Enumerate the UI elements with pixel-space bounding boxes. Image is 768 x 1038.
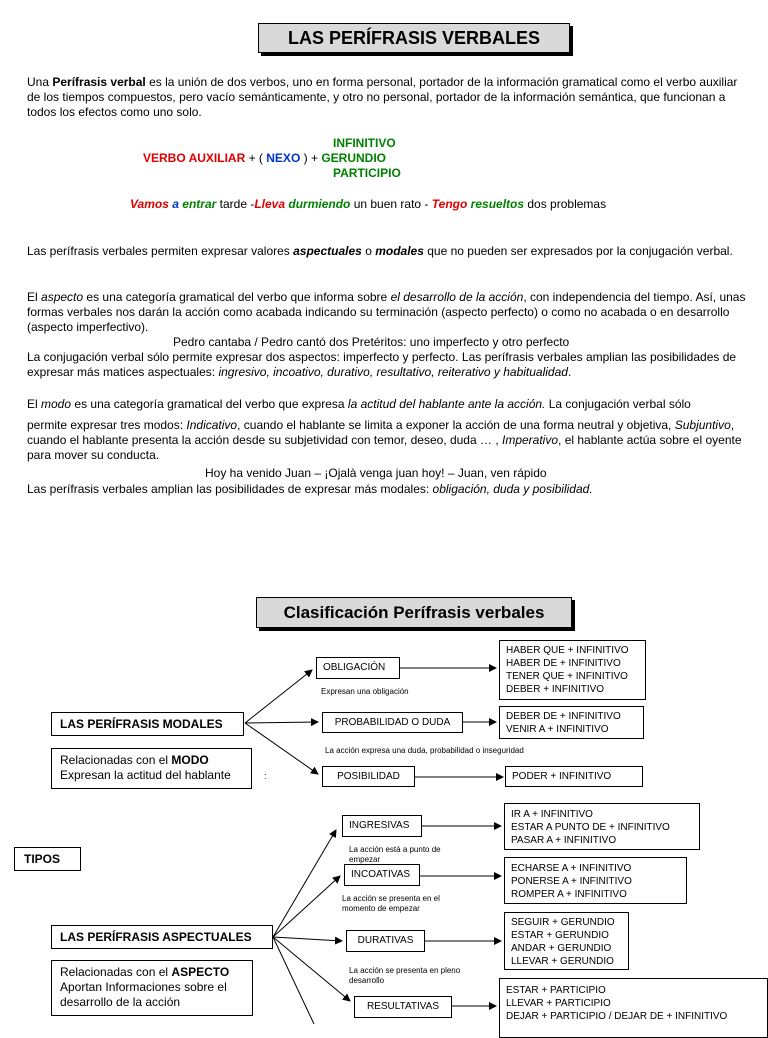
- ingresivas-box: INGRESIVAS: [342, 815, 422, 837]
- ingresivas-note: La acción está a punto de empezar: [349, 845, 441, 864]
- modo-paragraph-2: permite expresar tres modos: Indicativo, cuando el hablante se limita a exponer la acción de una forma neutral y objetiva, Subjuntivo, cuando el hablante presenta la acción desde su subjetividad con temor, deseo, duda … , Imperativo, el hablante actúa sobre el oyente para mover su conducta.: [27, 418, 742, 462]
- modo-example: Hoy ha venido Juan – ¡Ojalà venga juan hoy! – Juan, ven rápido: [205, 466, 547, 480]
- formula-nexo: NEXO: [266, 151, 301, 165]
- aspectuales-desc-box: Relacionadas con el ASPECTO Aportan Informaciones sobre el desarrollo de la acción: [51, 960, 253, 1016]
- page-title: LAS PERÍFRASIS VERBALES: [258, 23, 570, 53]
- durativas-box: DURATIVAS: [346, 930, 425, 952]
- formula-gerundio: GERUNDIO: [321, 151, 386, 165]
- diagram-title: Clasificación Perífrasis verbales: [256, 597, 572, 628]
- formula-participio: PARTICIPIO: [333, 166, 401, 180]
- aspecto-paragraph: El aspecto es una categoría gramatical del verbo que informa sobre el desarrollo de la acción, con independencia del tiempo. Así, unas formas verbales nos darán la acción como acabada indicando su terminación (aspecto perfecto) o como no acabada o en desarrollo (aspecto imperfectivo).: [27, 290, 746, 334]
- aspecto-example: Pedro cantaba / Pedro cantó dos Pretéritos: uno imperfecto y otro perfecto: [173, 335, 570, 349]
- aspecto-paragraph-2: La conjugación verbal sólo permite expresar dos aspectos: imperfecto y perfecto. Las perífrasis verbales amplian las posibilidades de expresar más matices aspectuales: ingresivo, incoativo, durativo, resultativo, reiterativo y habitualidad.: [27, 350, 737, 379]
- probabilidad-note: La acción expresa una duda, probabilidad o inseguridad: [325, 746, 524, 755]
- posibilidad-forms: PODER + INFINITIVO: [505, 766, 643, 787]
- resultativas-forms: ESTAR + PARTICIPIO LLEVAR + PARTICIPIO DEJAR + PARTICIPIO / DEJAR DE + INFINITIVO: [499, 978, 768, 1038]
- example-sentence: Vamos a entrar tarde -Lleva durmiendo un buen rato - Tengo resueltos dos problemas: [130, 197, 607, 211]
- obligacion-note: Expresan una obligación: [321, 687, 409, 696]
- obligacion-forms: HABER QUE + INFINITIVO HABER DE + INFINITIVO TENER QUE + INFINITIVO DEBER + INFINITIVO: [499, 640, 646, 700]
- incoativas-note: La acción se presenta en el momento de empezar: [342, 894, 440, 913]
- modales-box: LAS PERÍFRASIS MODALES: [51, 712, 244, 736]
- values-paragraph: Las perífrasis verbales permiten expresar valores aspectuales o modales que no pueden ser expresados por la conjugación verbal.: [27, 244, 733, 258]
- obligacion-box: OBLIGACIÓN: [316, 657, 400, 679]
- modales-desc-box: Relacionadas con el MODO Expresan la actitud del hablante: [51, 748, 252, 789]
- tipos-box: TIPOS: [14, 847, 81, 871]
- ingresivas-forms: IR A + INFINITIVO ESTAR A PUNTO DE + INFINITIVO PASAR A + INFINITIVO: [504, 803, 700, 850]
- modo-paragraph-3: Las perífrasis verbales amplian las posibilidades de expresar más modales: obligación, duda y posibilidad.: [27, 482, 593, 496]
- modales-colon: :: [264, 771, 267, 781]
- durativas-forms: SEGUIR + GERUNDIO ESTAR + GERUNDIO ANDAR + GERUNDIO LLEVAR + GERUNDIO: [504, 912, 629, 970]
- formula-auxiliar: VERBO AUXILIAR: [143, 151, 246, 165]
- posibilidad-box: POSIBILIDAD: [322, 766, 415, 787]
- incoativas-box: INCOATIVAS: [344, 864, 420, 886]
- modo-paragraph: El modo es una categoría gramatical del verbo que expresa la actitud del hablante ante la acción. La conjugación verbal sólo: [27, 397, 691, 411]
- resultativas-box: RESULTATIVAS: [354, 996, 452, 1018]
- probabilidad-box: PROBABILIDAD O DUDA: [322, 712, 463, 733]
- probabilidad-forms: DEBER DE + INFINITIVO VENIR A + INFINITIVO: [499, 706, 644, 739]
- durativas-note: La acción se presenta en pleno desarrollo: [349, 966, 461, 985]
- aspectuales-box: LAS PERÍFRASIS ASPECTUALES: [51, 925, 273, 949]
- incoativas-forms: ECHARSE A + INFINITIVO PONERSE A + INFINITIVO ROMPER A + INFINITIVO: [504, 857, 687, 904]
- intro-paragraph: Una Perífrasis verbal es la unión de dos verbos, uno en forma personal, portador de la información gramatical como el verbo auxiliar de los tiempos compuestos, pero vacío semánticamente, y otro no personal, portador de la información semántica, que funcionan a todos los efectos como uno solo.: [27, 75, 738, 119]
- formula-infinitivo: INFINITIVO: [333, 136, 396, 150]
